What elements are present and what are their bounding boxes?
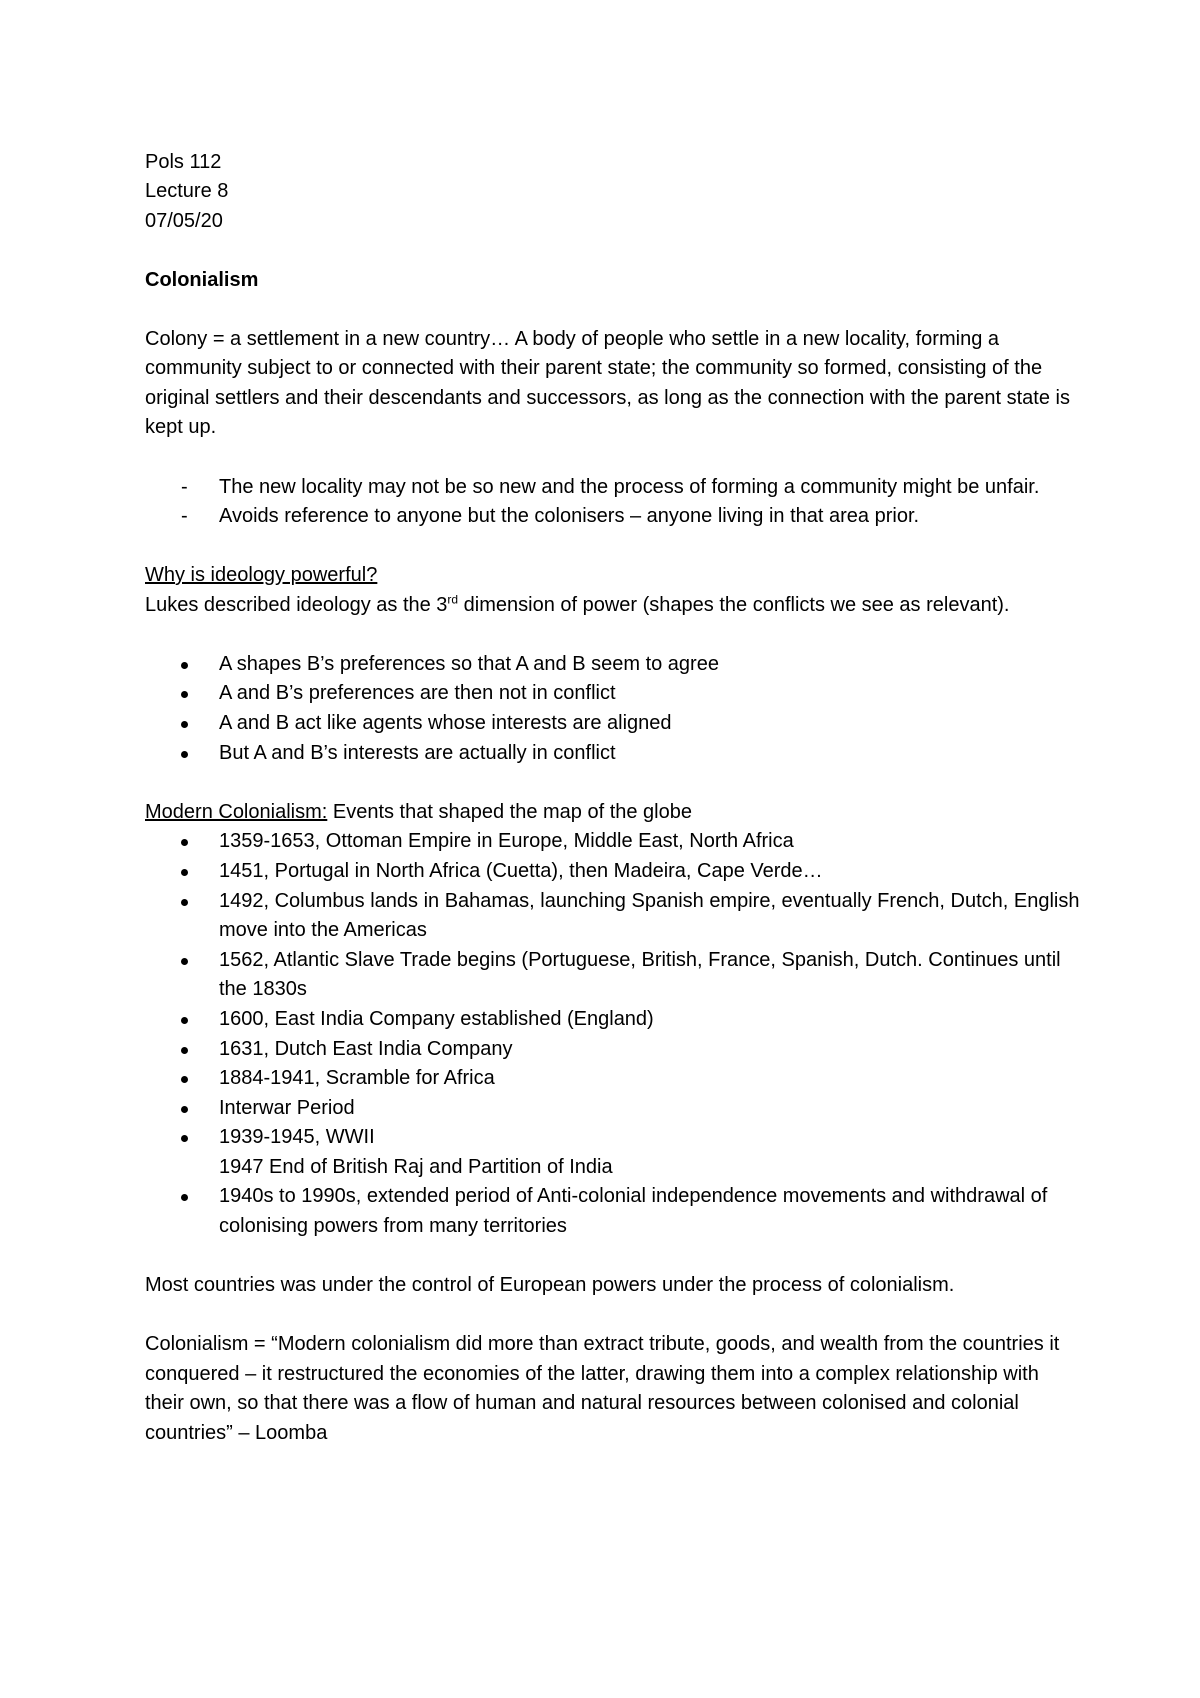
modern-colonialism-heading: Modern Colonialism: Events that shaped the map of the globe [145, 800, 692, 823]
bullet-icon [181, 662, 188, 669]
bullet-icon [181, 1076, 188, 1083]
bullet-icon [181, 1135, 188, 1142]
list-item: - The new locality may not be so new and the process of forming a community might be unfair. [145, 473, 1080, 503]
list-item: 1600, East India Company established (England) [145, 1005, 1080, 1035]
list-item: 1884-1941, Scramble for Africa [145, 1064, 1080, 1094]
bullet-icon [181, 958, 188, 965]
page-title: Colonialism [145, 268, 259, 291]
list-item: 1940s to 1990s, extended period of Anti-colonial independence movements and withdrawal of colonising powers from many territories [145, 1182, 1080, 1241]
bullet-icon [181, 1106, 188, 1113]
lecture-number: Lecture 8 [145, 180, 229, 203]
bullet-icon [181, 839, 188, 846]
ideology-intro: Lukes described ideology as the 3rd dimension of power (shapes the conflicts we see as relevant). [145, 592, 1010, 616]
bullet-icon [181, 1194, 188, 1201]
bullet-icon [181, 869, 188, 876]
list-item: A and B act like agents whose interests are aligned [145, 709, 1080, 739]
loomba-quote: Colonialism = “Modern colonialism did more than extract tribute, goods, and wealth from the countries it conquered – it restructured the economies of the latter, drawing them into a complex relationship with their own, so that there was a flow of human and natural resources between colonised and colonial countries” – Loomba [145, 1333, 1060, 1445]
bullet-icon [181, 691, 188, 698]
list-item: 1359-1653, Ottoman Empire in Europe, Middle East, North Africa [145, 827, 1080, 857]
dash-marker: - [181, 475, 188, 498]
course-code: Pols 112 [145, 151, 222, 173]
list-item: 1562, Atlantic Slave Trade begins (Portuguese, British, France, Spanish, Dutch. Continues until the 1830s [145, 946, 1080, 1005]
lecture-date: 07/05/20 [145, 209, 223, 232]
ideology-heading: Why is ideology powerful? [145, 564, 378, 587]
list-item: 1451, Portugal in North Africa (Cuetta), then Madeira, Cape Verde… [145, 857, 1080, 887]
events-list [145, 827, 1080, 1241]
bullet-icon [181, 1047, 188, 1054]
list-item: A shapes B’s preferences so that A and B seem to agree [145, 650, 1080, 680]
summary-paragraph: Most countries was under the control of European powers under the process of colonialism. [145, 1274, 955, 1297]
critique-list [145, 473, 1080, 532]
bullet-icon [181, 1017, 188, 1024]
list-item: Interwar Period [145, 1094, 1080, 1124]
bullet-icon [181, 899, 188, 906]
list-item: - Avoids reference to anyone but the colonisers – anyone living in that area prior. [145, 502, 1080, 532]
dash-marker: - [181, 505, 188, 528]
list-item: 1939-1945, WWII [145, 1123, 1080, 1153]
list-item: But A and B’s interests are actually in conflict [145, 739, 1080, 769]
colony-definition: Colony = a settlement in a new country… A body of people who settle in a new locality, forming a community subject to or connected with their parent state; the community so formed, consisting of the original settlers and their descendants and successors, as long as the connection with the parent state is kept up. [145, 327, 1070, 439]
bullet-icon [181, 751, 188, 758]
list-item: A and B’s preferences are then not in conflict [145, 679, 1080, 709]
bullet-icon [181, 721, 188, 728]
list-item: 1631, Dutch East India Company [145, 1035, 1080, 1065]
list-item-continuation: 1947 End of British Raj and Partition of India [219, 1155, 613, 1178]
list-item: 1492, Columbus lands in Bahamas, launching Spanish empire, eventually French, Dutch, English move into the Americas [145, 887, 1080, 946]
ideology-points [145, 650, 1080, 768]
